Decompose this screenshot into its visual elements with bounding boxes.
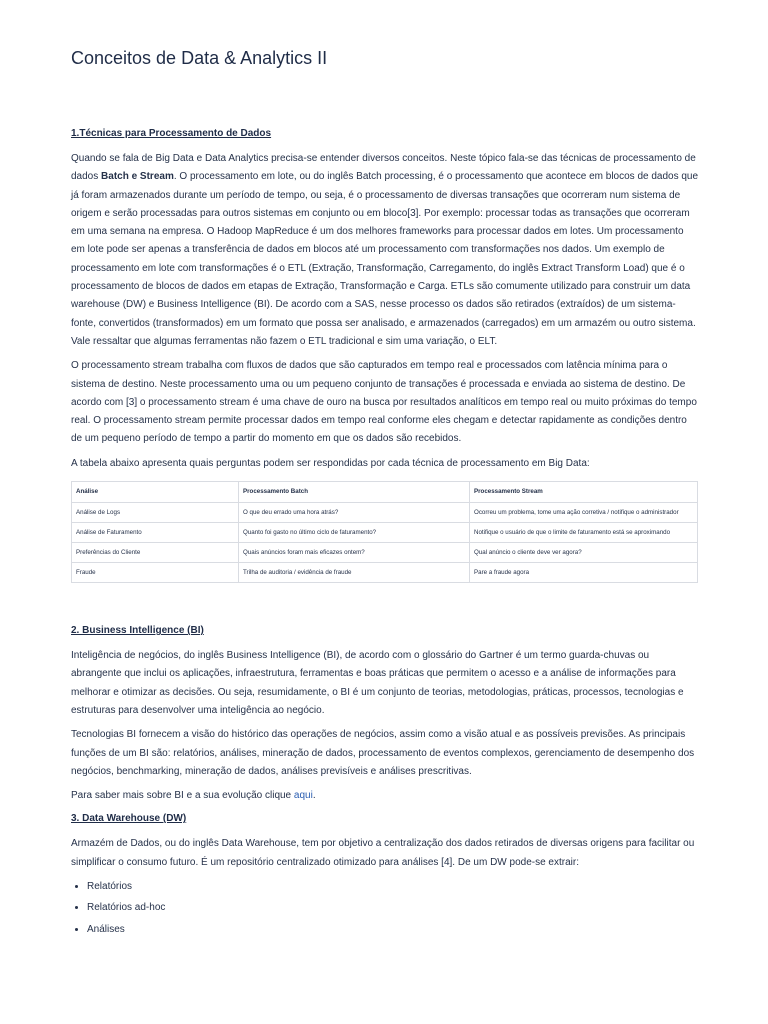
- paragraph-batch-bold: Batch e Stream: [101, 171, 174, 183]
- table-cell: Qual anúncio o cliente deve ver agora?: [470, 543, 698, 563]
- table-row: [72, 543, 698, 563]
- table-cell: Ocorreu um problema, tome uma ação corretiva / notifique o administrador: [470, 503, 698, 523]
- table-header-row: [72, 482, 698, 503]
- page-title: Conceitos de Data & Analytics II: [71, 48, 328, 68]
- paragraph-bi-definition: Inteligência de negócios, do inglês Business Intelligence (BI), de acordo com o glossário do Gartner é um termo guarda-chuvas ou abrangente que inclui os aplicações, infraestrutura, ferramentas e boas práticas que permitem o acesso e a análise de informações para melhorar e otimizar as decisões. Ou seja, resumidamente, o BI é um conjunto de teorias, metodologias, práticas, processos, tecnologias e estruturas para desenvolver uma inteligência ao negócio.: [71, 650, 684, 716]
- section-heading-bi: 2. Business Intelligence (BI): [71, 625, 204, 637]
- section-heading-processing: 1.Técnicas para Processamento de Dados: [71, 128, 272, 139]
- list-item: • Relatórios ad-hoc: [87, 899, 699, 917]
- paragraph-dw-definition: Armazém de Dados, ou do inglês Data Warehouse, tem por objetivo a centralização dos dados retirados de diversas origens para facilitar ou simplificar o consumo futuro. É um repositório centralizado otimizado para análises [4]. De um DW pode-se extrair:: [71, 838, 695, 868]
- paragraph-batch: [71, 150, 699, 351]
- paragraph-bi-more: [71, 787, 699, 805]
- paragraph-bi-more-text: Para saber mais sobre BI e a sua evolução clique: [71, 790, 294, 802]
- list-item: • Análises: [87, 921, 699, 939]
- table-cell: Quanto foi gasto no último ciclo de faturamento?: [239, 523, 470, 543]
- list-item: • Relatórios: [87, 878, 699, 896]
- paragraph-bi-functions: Tecnologias BI fornecem a visão do histórico das operações de negócios, assim como a visão atual e as possíveis previsões. As principais funções de um BI são: relatórios, análises, mineração de dados, processamento de eventos complexos, gerenciamento de desempenho dos negócios, benchmarking, mineração de dados, análises previsíveis e análises prescritivas.: [71, 729, 695, 777]
- section-heading-dw: 3. Data Warehouse (DW): [71, 813, 187, 825]
- table-cell: O que deu errado uma hora atrás?: [239, 503, 470, 523]
- table-cell: Fraude: [72, 563, 239, 583]
- paragraph-bi-more-end: .: [312, 790, 316, 802]
- paragraph-batch-text-a: Quando se fala de Big Data e Data Analytics precisa-se entender diversos conceitos. Neste tópico fala-se das técnicas de processamento de dados: [71, 153, 696, 183]
- dw-outputs-list: [71, 878, 699, 939]
- column-header-analise: Análise: [72, 482, 239, 503]
- document-body: [71, 126, 699, 942]
- paragraph-batch-text-b: . O processamento em lote, ou do inglês Batch processing, é o processamento que acontece em blocos de dados que já foram armazenados durante um período de tempo, ou seja, é o processamento de diversas transações que ocorreram num sistema de origem e serão processadas para outros sistemas em conjunto ou em bloco[3]. Por exemplo: processar todas as transações que ocorreram em uma semana na empresa. O Hadoop MapReduce é um dos melhores frameworks para processar dados em lotes. Um processamento em lote pode ser apenas a transferência de dados em blocos até um processamento com transformações nos dados. Um exemplo de processamento em lote com transformações é o ETL (Extração, Transformação, Carregamento, do inglês Extract Transform Load) que é o processamento de blocos de dados em etapas de Extração, Transformação e Carga. ETLs são comumente utilizado para construir um data warehouse (DW) e Business Intelligence (BI). De acordo com a SAS, nesse processo os dados são retirados (extraídos) de um sistema-fonte, convertidos (transformados) em um formato que possa ser analisado, e armazenados (carregados) em um armazém ou outro sistema. Vale ressaltar que algumas ferramentas não fazem o ETL tradicional e sim uma variação, o ELT.: [71, 171, 699, 347]
- paragraph-table-intro: A tabela abaixo apresenta quais perguntas podem ser respondidas por cada técnica de processamento em Big Data:: [71, 457, 590, 469]
- table-cell: Trilha de auditoria / evidência de fraude: [239, 563, 470, 583]
- table-cell: Análise de Faturamento: [72, 523, 239, 543]
- table-cell: Análise de Logs: [72, 503, 239, 523]
- table-row: [72, 503, 698, 523]
- paragraph-stream: O processamento stream trabalha com fluxos de dados que são capturados em tempo real e processados com latência mínima para o sistema de destino. Neste processamento uma ou um pequeno conjunto de transações é processada e enviada ao sistema de destino. De acordo com [3] o processamento stream é uma chave de ouro na busca por resultados analíticos em tempo real ou muito próximas do tempo real. O processamento stream permite processar dados em tempo real conforme eles chegam e detectar rapidamente as condições dentro de um pequeno período de tempo a partir do momento em que os dados são recebidos.: [71, 360, 697, 445]
- spacer: [71, 583, 699, 623]
- table-cell: Preferências do Cliente: [72, 543, 239, 563]
- table-cell: Quais anúncios foram mais eficazes ontem?: [239, 543, 470, 563]
- bi-more-link[interactable]: aqui: [293, 790, 313, 802]
- table-row: [72, 523, 698, 543]
- comparison-table: [71, 481, 698, 583]
- table-cell: Notifique o usuário de que o limite de faturamento está se aproximando: [470, 523, 698, 543]
- table-row: [72, 563, 698, 583]
- table-cell: Pare a fraude agora: [470, 563, 698, 583]
- column-header-stream: Processamento Stream: [470, 482, 698, 503]
- column-header-batch: Processamento Batch: [239, 482, 470, 503]
